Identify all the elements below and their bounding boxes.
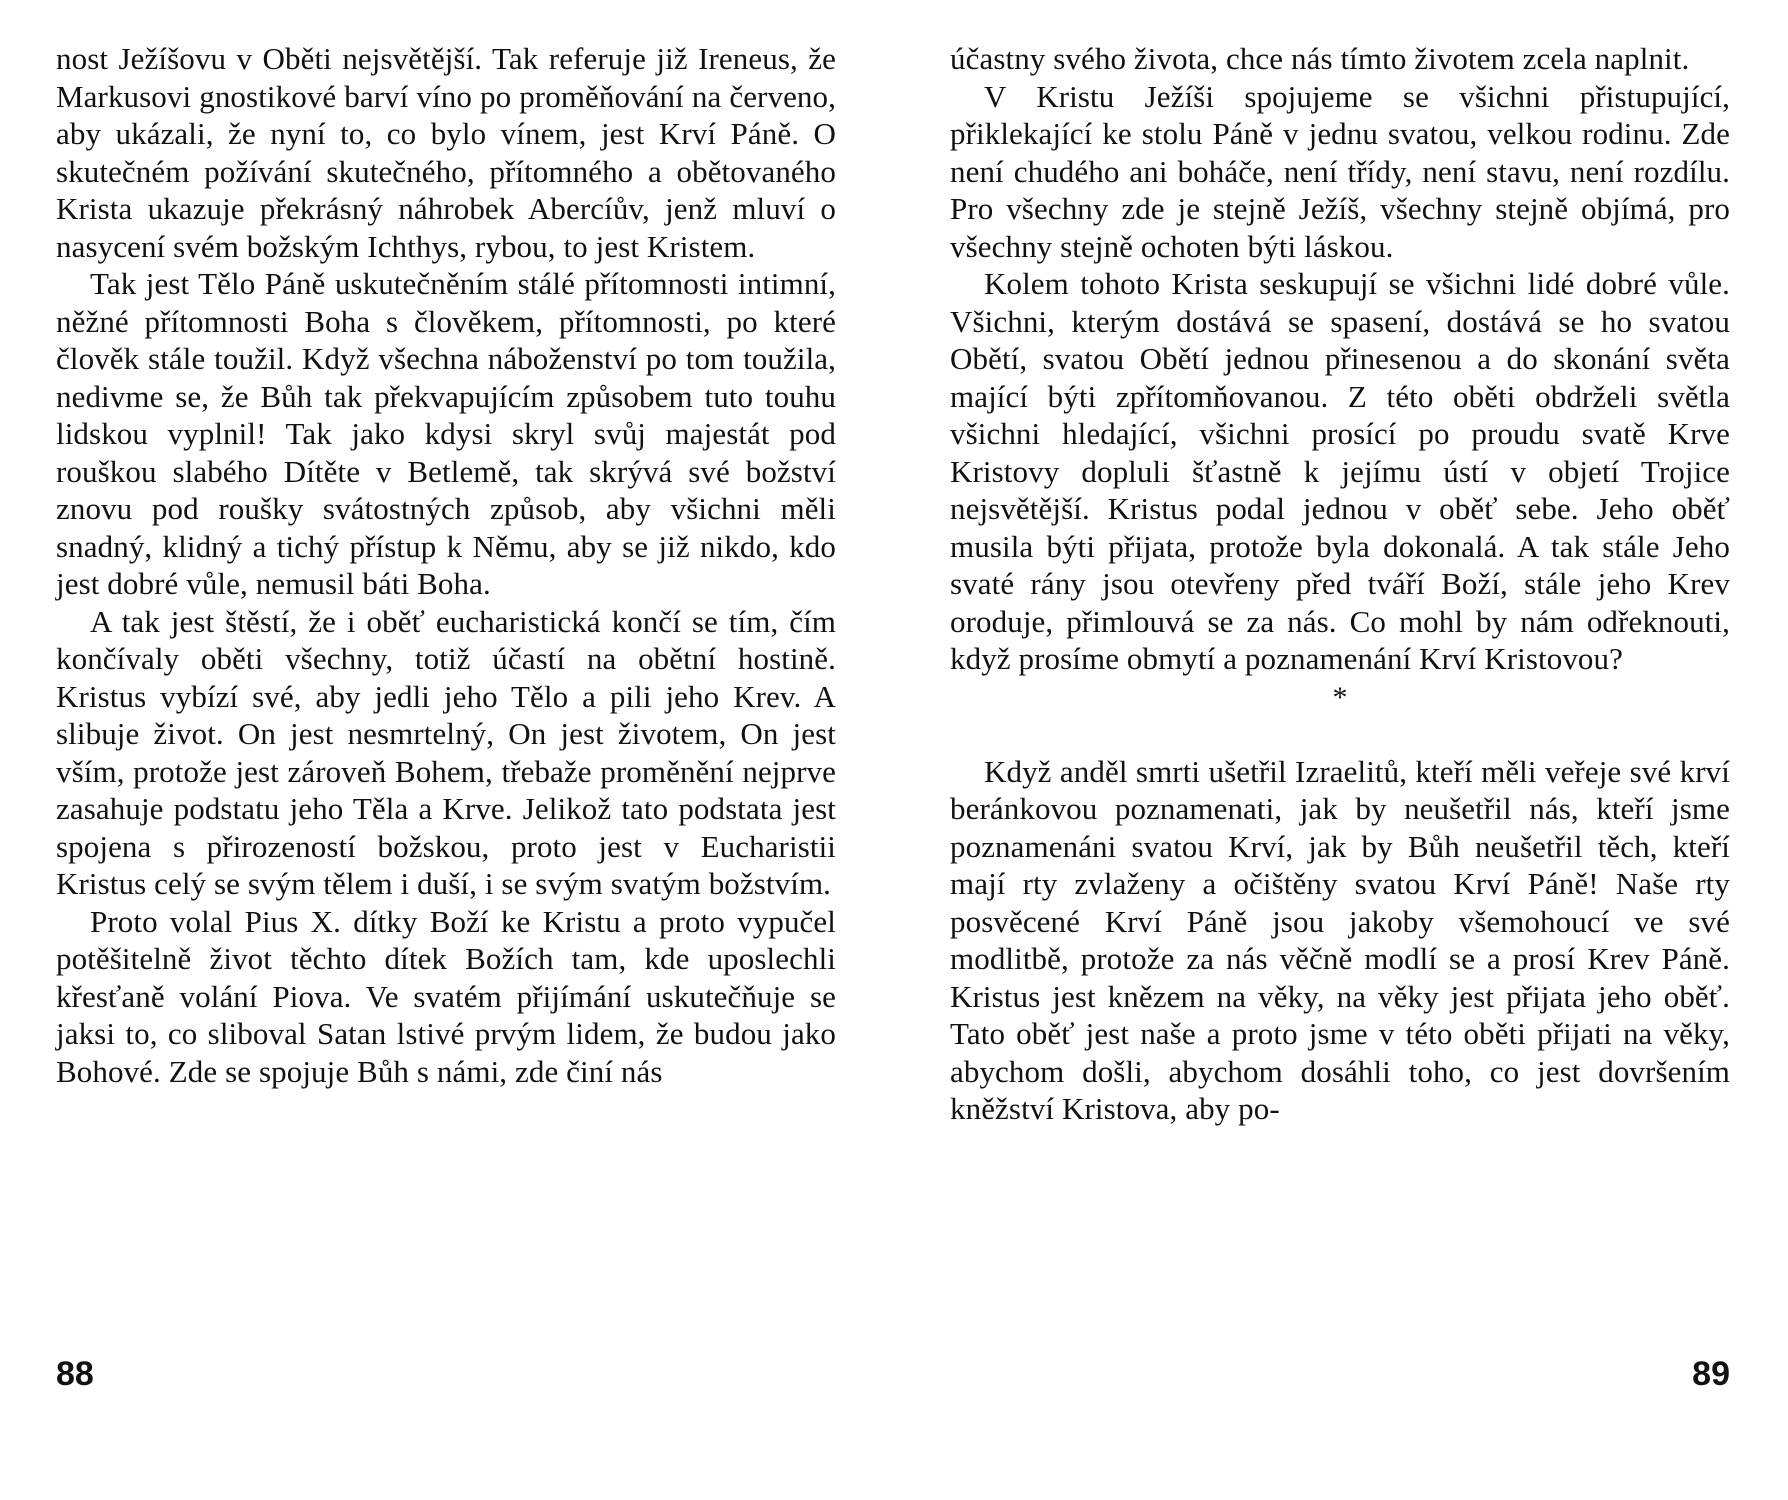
paragraph: Když anděl smrti ušetřil Izraelitů, kteří měli veřeje své krví beránkovou poznamenati, jak by neušetřil nás, kteří jsme poznamenáni svatou Krví, jak by Bůh neušetřil těch, kteří mají rty zvlaženy a očištěny svatou Krví Páně! Naše rty posvěcené Krví Páně jsou jakoby všemohoucí ve své modlitbě, protože za nás věčně modlí se a prosí Krev Páně. Kristus jest knězem na věky, na věky jest přijata jeho oběť. Tato oběť jest naše a proto jsme v této oběti přijati na věky, abychom došli, abychom dosáhli toho, co jest dovršením kněžství Kristova, aby po- <box>950 753 1730 1126</box>
right-page-text <box>950 40 1730 1128</box>
right-page <box>950 40 1730 1460</box>
page-number-left: 88 <box>56 1355 94 1393</box>
section-divider: * <box>1332 680 1348 714</box>
left-page-text <box>56 40 836 1090</box>
page-number-right: 89 <box>1692 1355 1730 1393</box>
paragraph: Tak jest Tělo Páně uskutečněním stálé přítomnosti intimní, něžné přítomnosti Boha s člověkem, přítomnosti, po které člověk stále toužil. Když všechna náboženství po tom toužila, nedivme se, že Bůh tak překvapujícím způsobem tuto touhu lidskou vyplnil! Tak jako kdysi skryl svůj majestát pod rouškou slabého Dítěte v Betlemě, tak skrývá své božství znovu pod roušky svátostných způsob, aby všichni měli snadný, klidný a tichý přístup k Němu, aby se již nikdo, kdo jest dobré vůle, nemusil báti Boha. <box>56 266 836 601</box>
paragraph: nost Ježíšovu v Oběti nejsvětější. Tak referuje již Ireneus, že Markusovi gnostikové barví víno po proměňování na červeno, aby ukázali, že nyní to, co bylo vínem, jest Krví Páně. O skutečném požívání skutečného, přítomného a obětovaného Krista ukazuje překrásný náhrobek Abercíův, jenž mluví o nasycení svém božským Ichthys, rybou, to jest Kristem. <box>56 41 836 264</box>
paragraph: V Kristu Ježíši spojujeme se všichni přistupující, přiklekající ke stolu Páně v jednu svatou, velkou rodinu. Zde není chudého ani boháče, není třídy, není stavu, není rozdílu. Pro všechny zde je stejně Ježíš, všechny stejně objímá, pro všechny stejně ochoten býti láskou. <box>950 78 1730 264</box>
paragraph: účastny svého života, chce nás tímto životem zcela naplnit. <box>950 41 1690 76</box>
paragraph: Kolem tohoto Krista seskupují se všichni lidé dobré vůle. Všichni, kterým dostává se spasení, dostává se ho svatou Obětí, svatou Obětí jednou přinesenou a do skonání světa mající býti zpřítomňovanou. Z této oběti obdrželi světla všichni hledající, všichni prosící po proudu svatě Krve Kristovy dopluli šťastně k jejímu ústí v objetí Trojice nejsvětější. Kristus podal jednou v oběť sebe. Jeho oběť musila býti přijata, protože byla dokonalá. A tak stále Jeho svaté rány jsou otevřeny před tváří Boží, stále jeho Krev oroduje, přimlouvá se za nás. Co mohl by nám odřeknouti, když prosíme obmytí a poznamenání Krví Kristovou? <box>950 266 1730 676</box>
paragraph: Proto volal Pius X. dítky Boží ke Kristu a proto vypučel potěšitelně život těchto dítek Božích tam, kde uposlechli křesťaně volání Piova. Ve svatém přijímání uskutečňuje se jaksi to, co sliboval Satan lstivé prvým lidem, že budou jako Bohové. Zde se spojuje Bůh s námi, zde činí nás <box>56 903 836 1089</box>
left-page <box>56 40 836 1460</box>
paragraph: A tak jest štěstí, že i oběť eucharistická končí se tím, čím končívaly oběti všechny, totiž účastí na obětní hostině. Kristus vybízí své, aby jedli jeho Tělo a pili jeho Krev. A slibuje život. On jest nesmrtelný, On jest životem, On jest vším, protože jest zároveň Bohem, třebaže proměnění nejprve zasahuje podstatu jeho Těla a Krve. Jelikož tato podstata jest spojena s přirozeností božskou, proto jest v Eucharistii Kristus celý se svým tělem i duší, i se svým svatým božstvím. <box>56 603 836 901</box>
